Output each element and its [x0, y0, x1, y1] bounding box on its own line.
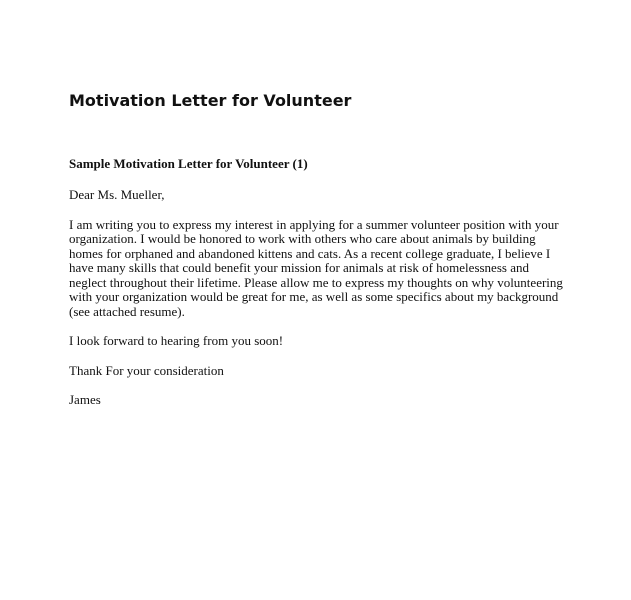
letter-heading: Sample Motivation Letter for Volunteer (1) — [69, 156, 308, 171]
letter-greeting: Dear Ms. Mueller, — [69, 187, 165, 202]
letter-body — [69, 156, 569, 423]
letter-signature: James — [69, 392, 101, 407]
letter-thanks: Thank For your consideration — [69, 362, 224, 378]
page-title: Motivation Letter for Volunteer — [69, 91, 352, 110]
letter-paragraph: I am writing you to express my interest in applying for a summer volunteer position with your organization. I would be honored to work with others who care about animals by building homes for orphaned and abandoned kittens and cats. As a recent college graduate, I believe I have many skills that could benefit your mission for animals at risk of homelessness and neglect throughout their lifetime. Please allow me to express my thoughts on why volunteering with your organization would be great for me, as well as some specifics about my background (see attached resume). — [69, 216, 563, 319]
letter-closing: I look forward to hearing from you soon! — [69, 333, 284, 348]
